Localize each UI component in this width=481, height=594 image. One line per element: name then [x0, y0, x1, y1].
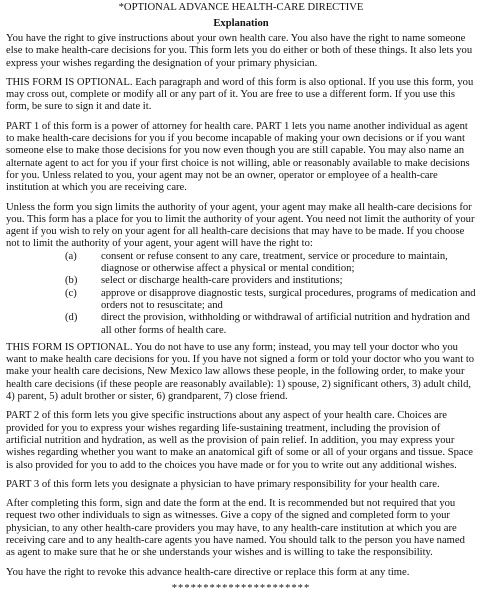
paragraph-optional-form: THIS FORM IS OPTIONAL. Each paragraph and word of this form is also optional. If you use this form, you may cross out, complete or modify all or any part of it. You are free to use a different form. If you use this form, be sure to sign it and date it. [6, 76, 474, 113]
list-marker: (a) [65, 250, 77, 262]
end-mark: ********************** [171, 582, 311, 594]
paragraph-part-2: PART 2 of this form lets you give specific instructions about any aspect of your health care. Choices are provided for you to express your wishes regarding life-sustaining treatment, including the provision of artificial nutrition and hydration, as well as the provision of pain relief. In addition, you may express your wishes regarding whether you want to make an anatomical gift of some or all of your organs and tissue. Space is also provided for you to add to the choices you have made or for you to write out any additional wishes. [6, 410, 473, 471]
list-marker: (b) [65, 275, 78, 287]
list-item [6, 312, 476, 337]
list-marker: (c) [65, 287, 77, 299]
paragraph-default-decision-makers: THIS FORM IS OPTIONAL. You do not have to use any form; instead, you may tell your doctor who you want to make health care decisions for you. If you have not signed a form or told your doctor who you want to make your health care decisions, New Mexico law allows these people, in the following order, to make your health care decisions (if these people are reasonably available): 1) spouse, 2) significant others, 3) adult child, 4) parent, 5) adult brother or sister, 6) grandparent, 7) close friend. [6, 341, 475, 403]
list-text: select or discharge health-care providers and institutions; [101, 275, 343, 287]
list-marker: (d) [65, 312, 78, 324]
document-title: *OPTIONAL ADVANCE HEALTH-CARE DIRECTIVE [118, 2, 364, 13]
list-item [6, 288, 476, 313]
paragraph-part-1: PART 1 of this form is a power of attorney for health care. PART 1 lets you name another individual as agent to make health-care decisions for you if you become incapable of making your own decisions or if you want someone else to make those decisions for you now even though you are still capable. You may also name an alternate agent to act for you if your first choice is not willing, able or reasonably available to make decisions for you. Unless related to you, your agent may not be an owner, operator or employee of a health-care institution at which you are receiving care. [6, 120, 470, 194]
list-text: consent or refuse consent to any care, treatment, service or procedure to maintain, diagnose or otherwise affect a physical or mental condition; [101, 250, 448, 275]
section-heading: Explanation [213, 18, 269, 29]
agent-rights-list [6, 251, 476, 337]
list-item [6, 251, 476, 276]
document-page [6, 2, 476, 594]
list-text: approve or disapprove diagnostic tests, surgical procedures, programs of medication and orders not to resuscitate; and [101, 287, 476, 311]
list-text: direct the provision, withholding or withdrawal of artificial nutrition and hydration and all other forms of health care. [101, 312, 470, 336]
paragraph-intro: You have the right to give instructions about your own health care. You also have the right to name someone else to make health-care decisions for you. This form lets you do either or both of these things. It also lets you express your wishes regarding the designation of your primary physician. [6, 33, 473, 69]
paragraph-completion-instructions: After completing this form, sign and date the form at the end. It is recommended but not required that you request two other individuals to sign as witnesses. Give a copy of the signed and completed form to your physician, to any other health-care providers you may have, to any health-care institution at which you are receiving care and to any health-care agents you have named. You should talk to the person you have named as agent to make sure that he or she understands your wishes and is willing to take the responsibility. [6, 498, 465, 559]
paragraph-agent-authority: Unless the form you sign limits the authority of your agent, your agent may make all health-care decisions for you. This form has a place for you to limit the authority of your agent. You need not limit the authority of your agent if you wish to rely on your agent for all health-care decisions that may have to be made. If you choose not to limit the authority of your agent, your agent will have the right to: [6, 201, 475, 250]
paragraph-revocation: You have the right to revoke this advance health-care directive or replace this form at any time. [6, 566, 410, 578]
paragraph-part-3: PART 3 of this form lets you designate a physician to have primary responsibility for your health care. [6, 478, 440, 490]
list-item [6, 275, 476, 287]
